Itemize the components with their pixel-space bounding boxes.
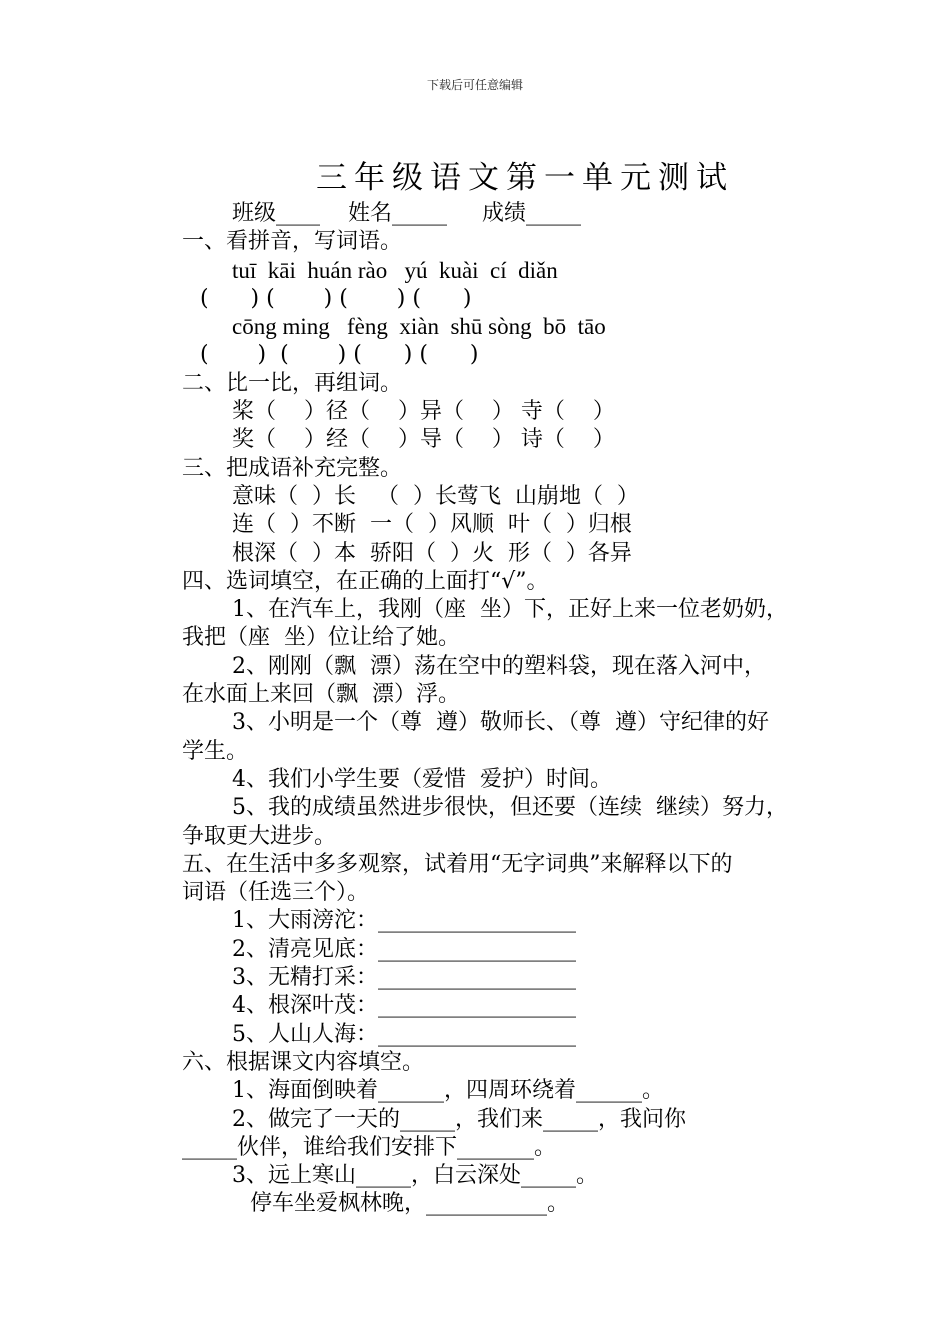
explain-item-1: 1、大雨滂沱：__________________ [232,908,576,934]
choice-question-1-cont: 我把（座 坐）位让给了她。 [182,625,460,651]
section-4-heading: 四、选词填空，在正确的上面打“√”。 [182,568,549,594]
pinyin-row-2: cōng ming fèng xiàn shū sòng bō tāo [232,314,606,340]
choice-question-2: 2、刚刚（飘 漂）荡在空中的塑料袋，现在落入河中， [232,653,766,679]
pinyin-row-1: tuī kāi huán rào yú kuài cí diǎn [232,257,558,283]
answer-brackets-row-2: ( ) ( ) ( ) ( ) [200,342,479,368]
section-2-heading: 二、比一比，再组词。 [182,370,403,396]
fill-question-2: 2、做完了一天的_____，我们来_____，我问你 [232,1106,686,1132]
test-content [182,200,892,1219]
student-info-line: 班级____ 姓名_____ 成绩_____ [232,201,581,226]
idiom-row-2: 连（ ）不断 一（ ）风顺 叶（ ）归根 [232,512,632,538]
page-header: 下载后可任意编辑 [426,78,523,92]
section-5-heading-cont: 词语（任选三个）。 [182,880,370,906]
fill-question-3-cont: 停车坐爱枫林晚，___________。 [250,1191,570,1217]
choice-question-2-cont: 在水面上来回（飘 漂）浮。 [182,682,460,708]
fill-question-1: 1、海面倒映着______，四周环绕着______。 [232,1078,664,1104]
choice-question-1: 1、在汽车上，我刚（座 坐）下，正好上来一位老奶奶， [232,597,788,623]
choice-question-4: 4、我们小学生要（爱惜 爱护）时间。 [232,766,612,792]
section-3-heading: 三、把成语补充完整。 [182,455,403,481]
section-6-heading: 六、根据课文内容填空。 [182,1049,425,1075]
compare-row-1: 桨（ ）径（ ）异（ ） 寺（ ） [232,399,615,425]
fill-question-2-cont: _____伙伴，谁给我们安排下_______。 [182,1134,557,1160]
explain-item-5: 5、人山人海：__________________ [232,1021,576,1047]
section-1-heading: 一、看拼音，写词语。 [182,229,403,255]
choice-question-5: 5、我的成绩虽然进步很快，但还要（连续 继续）努力， [232,795,788,821]
page-title: 三年级语文第一单元测试 [316,160,734,196]
fill-question-3: 3、远上寒山_____，白云深处_____。 [232,1163,598,1189]
answer-brackets-row-1: ( ) ( ) ( ) ( ) [200,285,472,311]
choice-question-3-cont: 学生。 [182,738,249,764]
choice-question-5-cont: 争取更大进步。 [182,823,337,849]
compare-row-2: 奖（ ）经（ ）导（ ） 诗（ ） [232,427,615,453]
idiom-row-3: 根深（ ）本 骄阳（ ）火 形（ ）各异 [232,540,632,566]
section-5-heading: 五、在生活中多多观察，试着用“无字词典”来解释以下的 [182,851,733,877]
explain-item-3: 3、无精打采：__________________ [232,965,576,991]
explain-item-4: 4、根深叶茂：__________________ [232,993,576,1019]
choice-question-3: 3、小明是一个（尊 遵）敬师长、（尊 遵）守纪律的好 [232,710,769,736]
explain-item-2: 2、清亮见底：__________________ [232,936,576,962]
idiom-row-1: 意味（ ）长 （ ）长莺飞 山崩地（ ） [232,483,639,509]
